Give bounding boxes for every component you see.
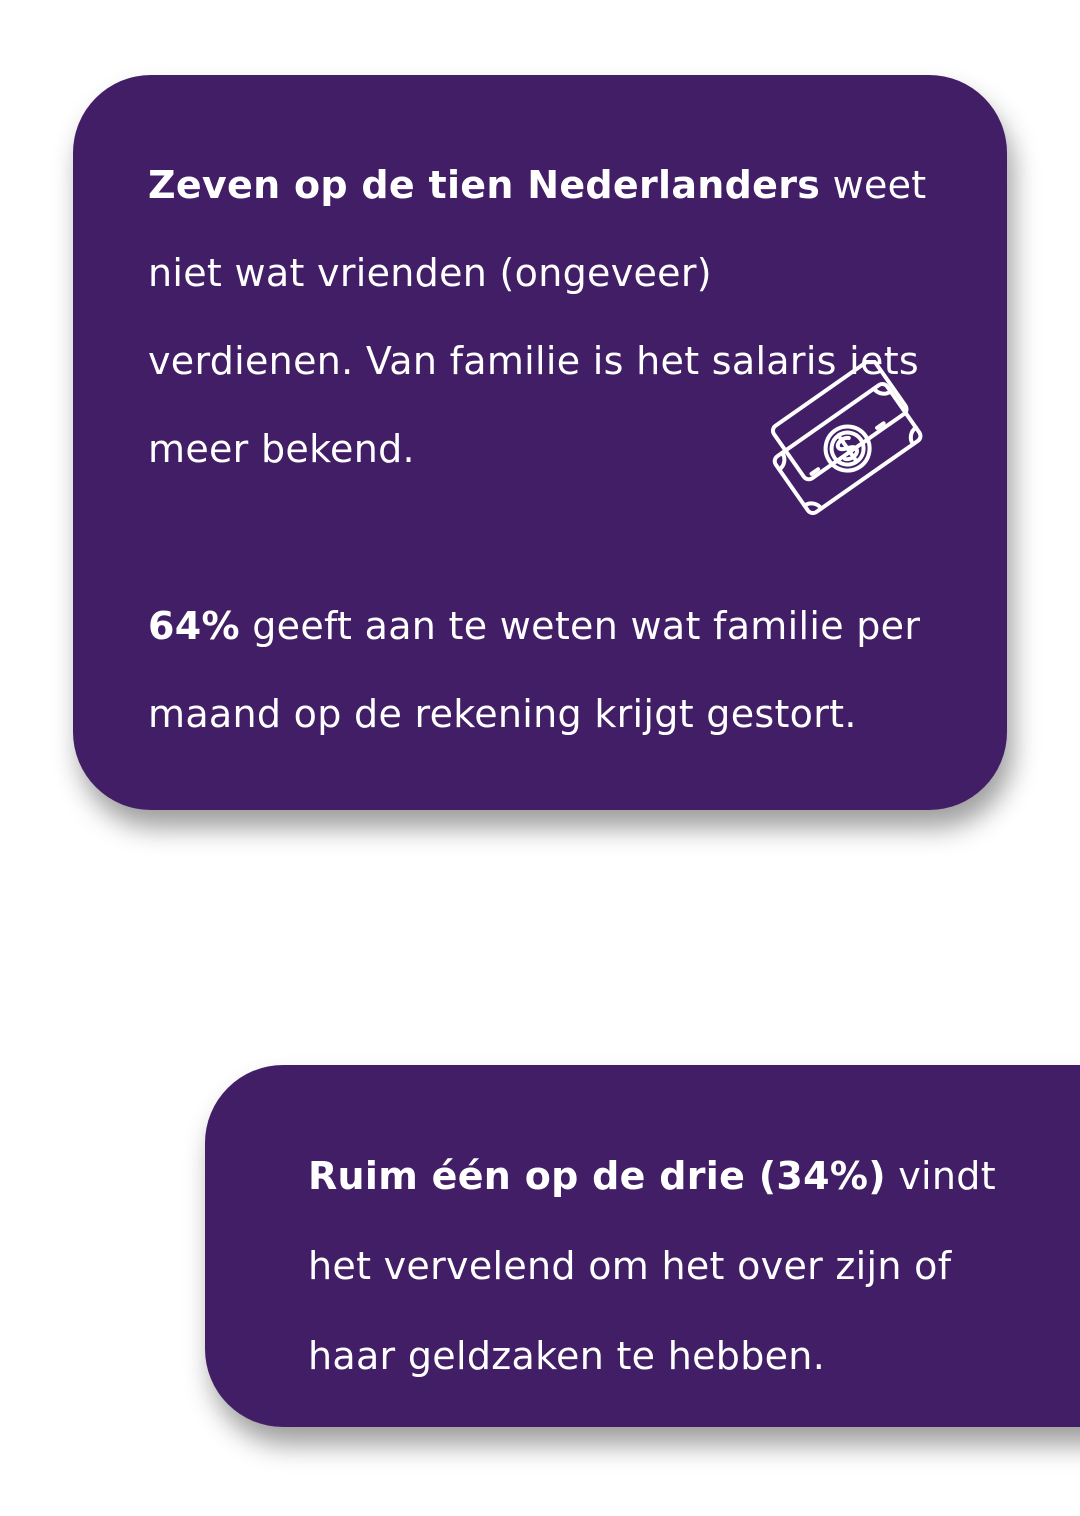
info-card-money-talk (205, 1065, 1080, 1427)
money-talk-text: vindt het vervelend om het over zijn of haar geldzaken te hebben. (308, 1154, 996, 1378)
highlight-seven-in-ten: Zeven op de tien Nederlanders (148, 163, 821, 207)
highlight-one-in-three: Ruim één op de drie (34%) (308, 1154, 886, 1198)
money-bill-dollar-icon (761, 360, 926, 525)
statistic-paragraph-money-talk (308, 1131, 1048, 1401)
salary-knowledge-text: weet niet wat vrienden (ongeveer) verdienen. Van familie is het salaris iets meer bekend. (148, 163, 927, 471)
family-income-text: geeft aan te weten wat familie per maand op de rekening krijgt gestort. (148, 604, 921, 736)
statistic-paragraph-family-income (148, 582, 928, 758)
highlight-64-percent: 64% (148, 604, 240, 648)
info-card-friends-family (73, 75, 1007, 810)
